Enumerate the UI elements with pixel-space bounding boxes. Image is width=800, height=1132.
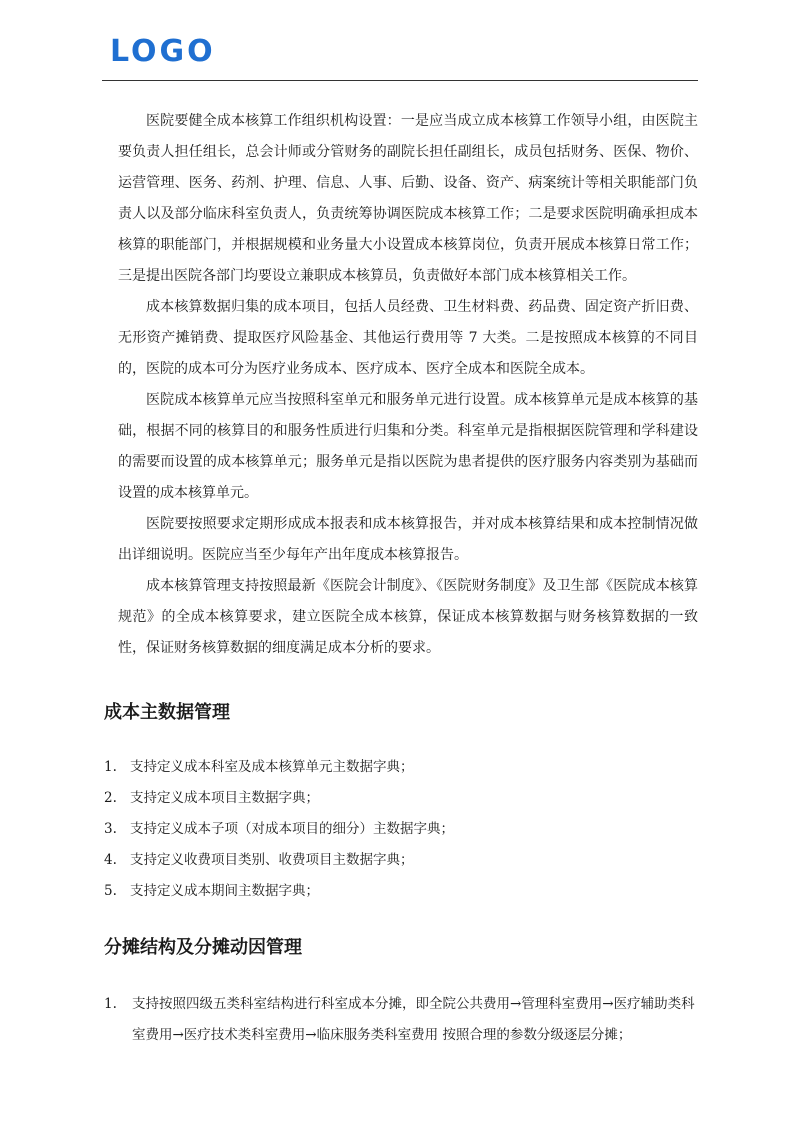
section-title-cost-master-data: 成本主数据管理: [104, 702, 230, 723]
paragraph-cost-reports: 医院要按照要求定期形成成本报表和成本核算报告，并对成本核算结果和成本控制情况做出详细说明。医院应当至少每年产出年度成本核算报告。: [118, 516, 698, 563]
list-item: 5. 支持定义成本期间主数据字典；: [104, 883, 319, 899]
paragraph-cost-units: 医院成本核算单元应当按照科室单元和服务单元进行设置。成本核算单元是成本核算的基础，根据不同的核算目的和服务性质进行归集和分类。科室单元是指根据医院管理和学科建设的需要而设置的成本核算单元；服务单元是指以医院为患者提供的医疗服务内容类别为基础而设置的成本核算单元。: [118, 392, 698, 501]
logo: LOGO: [110, 34, 216, 69]
list-item: 2. 支持定义成本项目主数据字典；: [104, 790, 319, 806]
section-title-allocation-structure: 分摊结构及分摊动因管理: [104, 937, 302, 958]
list-item: 1. 支持定义成本科室及成本核算单元主数据字典；: [104, 759, 414, 775]
paragraph-cost-items: 成本核算数据归集的成本项目，包括人员经费、卫生材料费、药品费、固定资产折旧费、无形资产摊销费、提取医疗风险基金、其他运行费用等 7 大类。二是按照成本核算的不同目的，医院的成本可分为医疗业务成本、医疗成本、医疗全成本和医院全成本。: [118, 299, 698, 377]
list-item: 1. 支持按照四级五类科室结构进行科室成本分摊，即全院公共费用→管理科室费用→医疗辅助类科室费用→医疗技术类科室费用→临床服务类科室费用 按照合理的参数分级逐层分摊；: [104, 996, 695, 1043]
allocation-structure-list: [104, 989, 698, 1051]
cost-master-data-list: [104, 752, 698, 907]
page-header: [102, 34, 698, 81]
list-item: 3. 支持定义成本子项（对成本项目的细分）主数据字典；: [104, 821, 454, 837]
paragraph-cost-management: 成本核算管理支持按照最新《医院会计制度》、《医院财务制度》及卫生部《医院成本核算规范》的全成本核算要求，建立医院全成本核算，保证成本核算数据与财务核算数据的一致性，保证财务核算数据的细度满足成本分析的要求。: [118, 578, 698, 656]
paragraph-organization: 医院要健全成本核算工作组织机构设置：一是应当成立成本核算工作领导小组，由医院主要负责人担任组长，总会计师或分管财务的副院长担任副组长，成员包括财务、医保、物价、运营管理、医务、药剂、护理、信息、人事、后勤、设备、资产、病案统计等相关职能部门负责人以及部分临床科室负责人，负责统筹协调医院成本核算工作；二是要求医院明确承担成本核算的职能部门，并根据规模和业务量大小设置成本核算岗位，负责开展成本核算日常工作；三是提出医院各部门均要设立兼职成本核算员，负责做好本部门成本核算相关工作。: [118, 113, 698, 284]
list-item: 4. 支持定义收费项目类别、收费项目主数据字典；: [104, 852, 414, 868]
